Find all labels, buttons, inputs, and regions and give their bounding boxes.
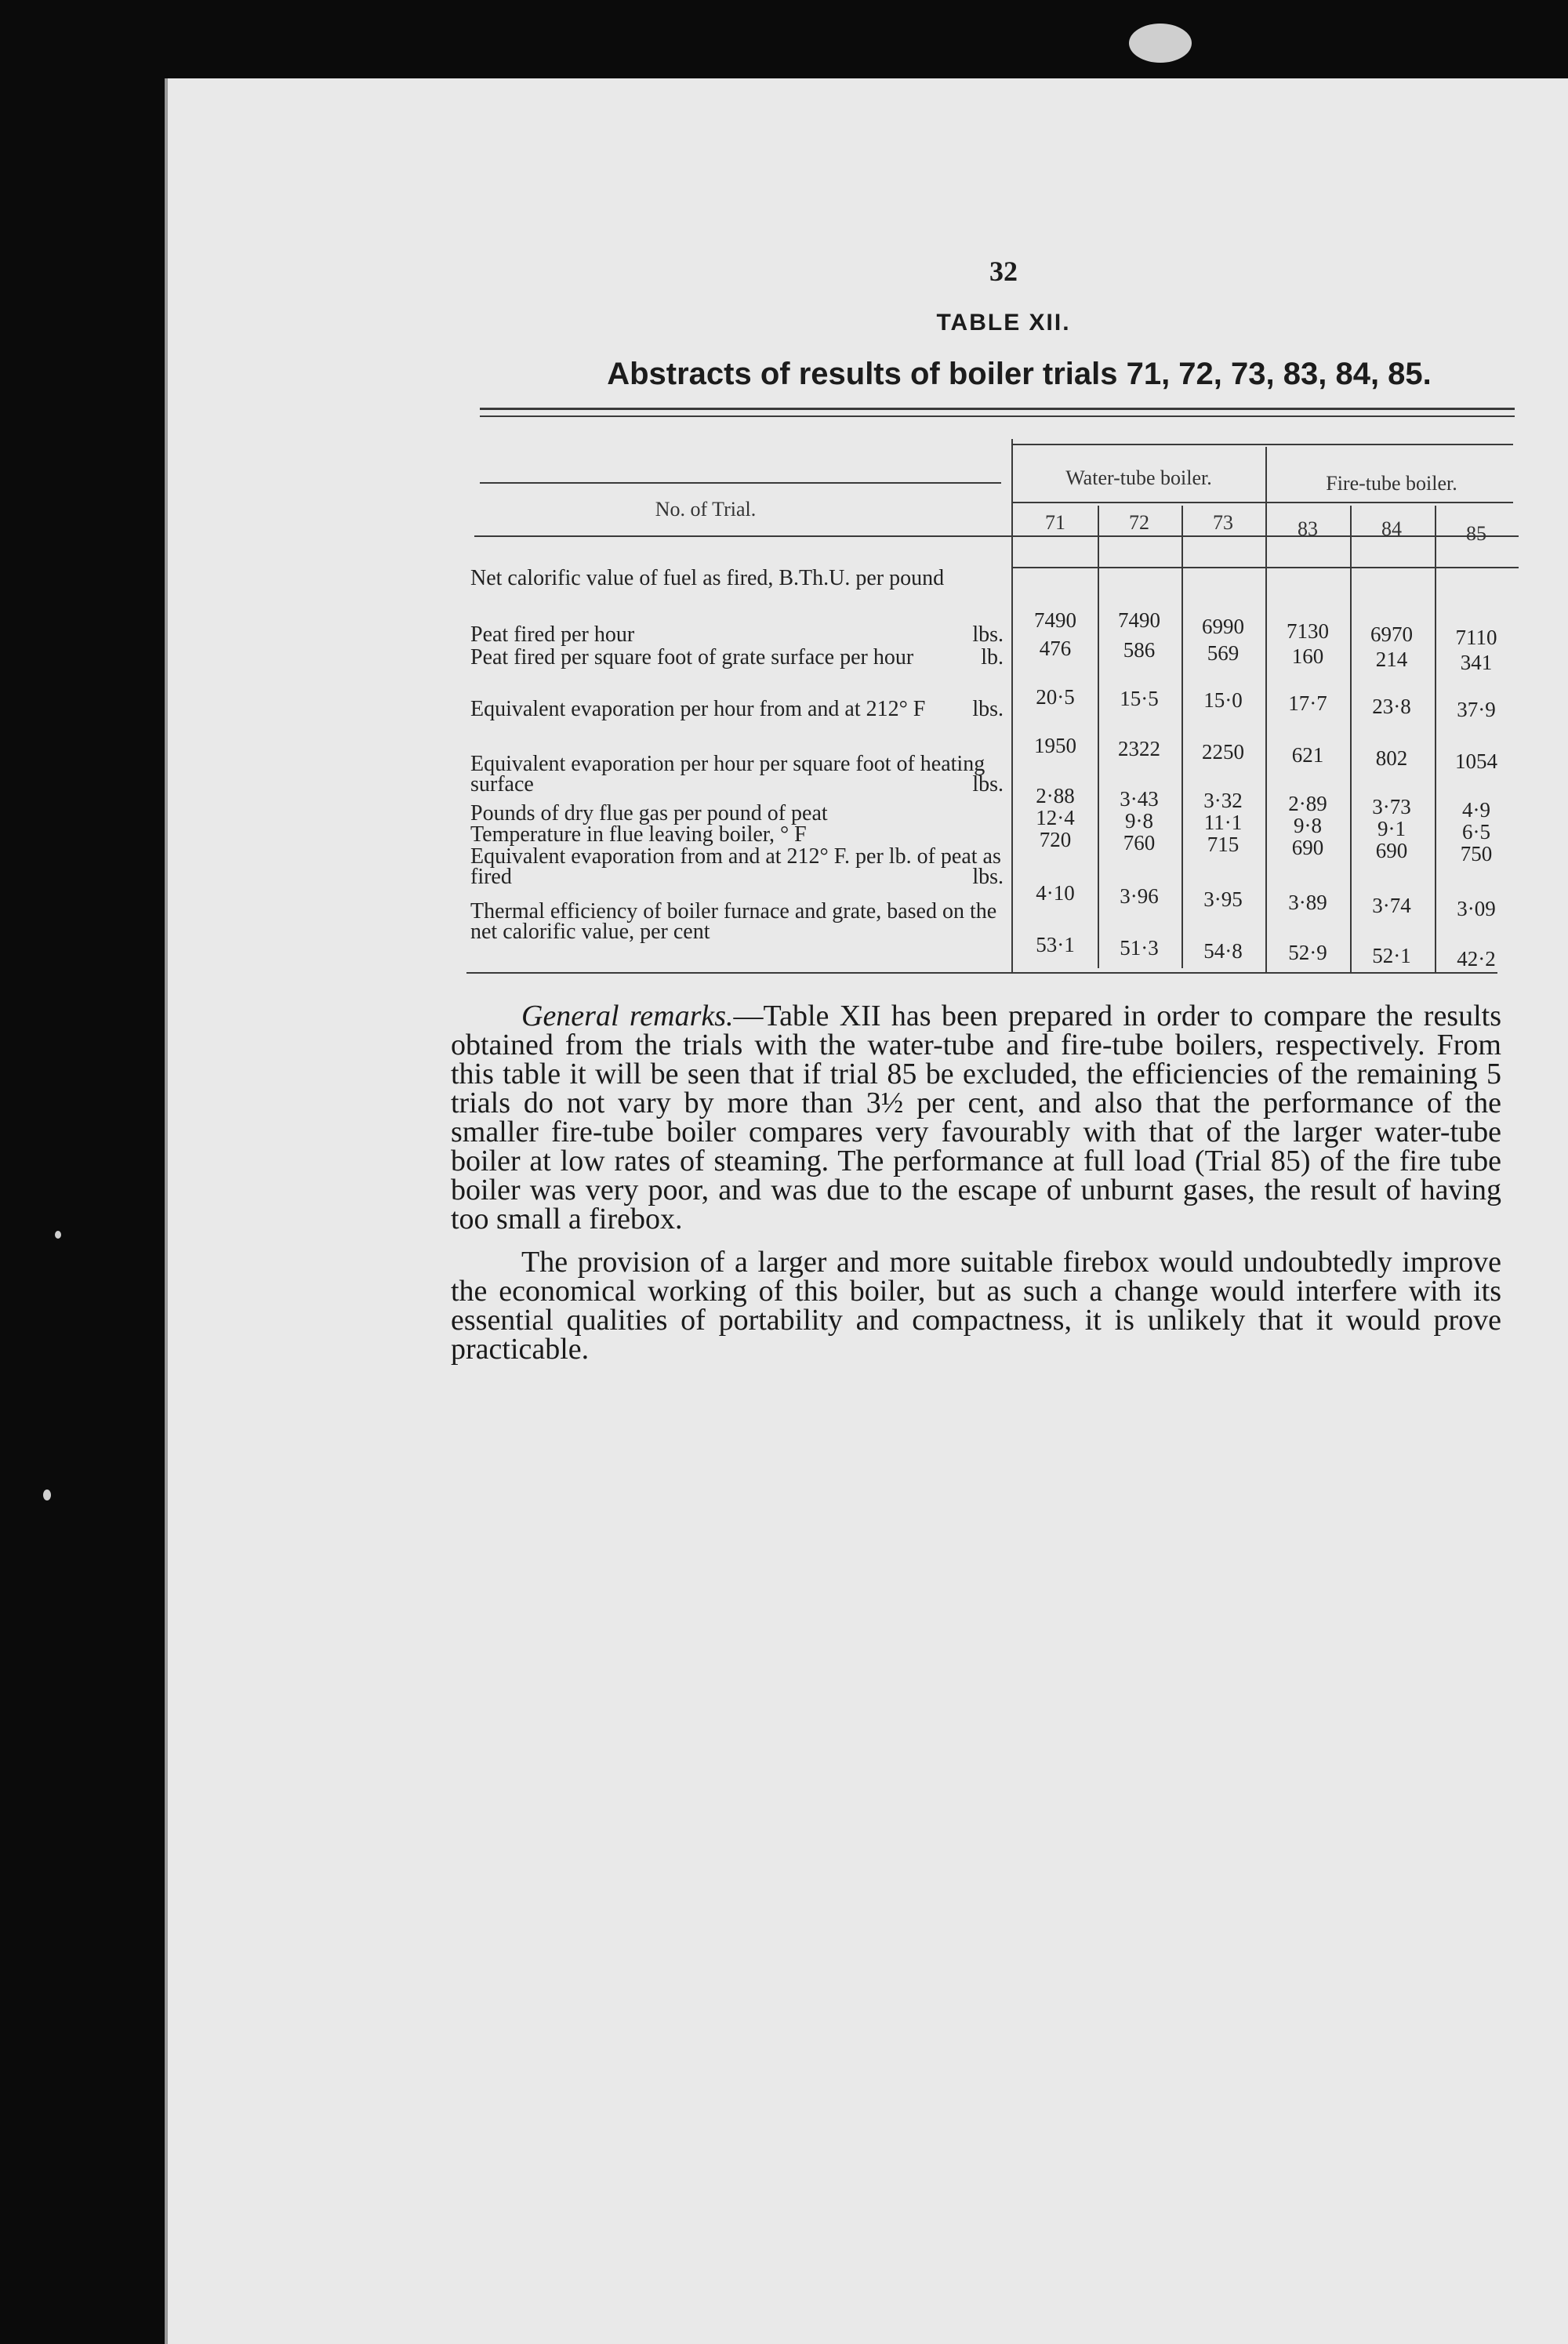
table-cell: 1950 [1034,734,1076,757]
table-cell: 715 [1207,833,1240,856]
row-unit: lbs. [972,622,1004,647]
table-cell: 2250 [1202,740,1244,764]
table-cell: 51·3 [1120,936,1159,960]
row-label-peat-per-hour [470,622,1004,647]
table-cell: 3·74 [1372,894,1411,917]
trial-header: 73 [1213,511,1233,534]
table-top-rule [1011,444,1513,445]
column-divider [1265,447,1267,972]
table-cell: 2·88 [1036,784,1075,807]
row-label-text: Thermal efficiency of boiler furnace and grate, based on the net calorific value, per cent [470,899,997,944]
table-cell: 690 [1291,836,1324,859]
table-cell: 2·89 [1288,792,1327,815]
table-cell: 7130 [1287,619,1329,643]
stub-header-rule [480,482,1001,484]
table-cell: 9·8 [1294,814,1322,837]
table-title: Abstracts of results of boiler trials 71, 72, 73, 83, 84, 85. [607,357,1432,391]
table-cell: 3·32 [1203,789,1243,812]
table-cell: 690 [1375,839,1408,862]
table-cell: 341 [1460,651,1493,674]
table-cell: 160 [1291,644,1324,668]
table-cell: 3·95 [1203,887,1243,911]
trial-header: 83 [1298,517,1318,540]
remarks-paragraph: The provision of a larger and more suitable firebox would undoubtedly improve the economical working of this boiler, but as such a change would interfere with its essential qualities of portability and compactness, it is unlikely that it would prove practicable. [451,1246,1501,1366]
table-cell: 23·8 [1372,695,1411,718]
row-label-evap-per-lb [470,844,1004,890]
row-label-thermal-efficiency [470,899,1004,945]
table-cell: 750 [1460,842,1493,865]
table-cell: 621 [1291,743,1324,767]
table-cell: 9·1 [1377,817,1406,840]
table-cell: 3·43 [1120,787,1159,811]
row-label-text: Pounds of dry flue gas per pound of peat [470,801,828,825]
table-cell: 3·09 [1457,897,1496,920]
scan-speck [43,1489,51,1500]
scan-speck [1129,24,1192,63]
table-cell: 37·9 [1457,698,1496,721]
page-edge [165,78,168,2344]
trial-header: 85 [1466,522,1486,545]
trial-header: 72 [1129,511,1149,534]
row-label-text: Net calorific value of fuel as fired, B.Th.U. per pound [470,566,945,590]
row-label-flue-temperature [470,822,1004,847]
page-number: 32 [989,256,1018,287]
row-label-text: Peat fired per hour [470,622,635,647]
row-label-text: Peat fired per square foot of grate surface per hour [470,645,914,669]
table-cell: 7110 [1455,626,1497,649]
row-label-peat-per-sq-ft [470,645,1004,691]
scan-speck [55,1231,61,1239]
table-cell: 52·9 [1288,941,1327,964]
general-remarks [451,1002,1501,1364]
table-cell: 586 [1123,638,1156,662]
stub-header: No. of Trial. [655,498,757,521]
table-cell: 569 [1207,641,1240,665]
trial-header: 71 [1045,511,1065,534]
table-cell: 760 [1123,831,1156,855]
table-cell: 11·1 [1203,811,1243,834]
row-unit: lbs. [972,697,1004,721]
table-cell: 4·9 [1462,798,1490,822]
row-label-text: Equivalent evaporation per hour from and at 212° F [470,697,926,721]
column-divider [1435,506,1436,972]
row-label-net-calorific [470,568,1004,611]
table-cell: 7490 [1034,608,1076,632]
table-cell: 1054 [1455,749,1497,773]
table-cell: 20·5 [1036,685,1075,709]
remarks-lead: General remarks. [521,1000,734,1032]
column-divider [1098,506,1099,968]
table-cell: 720 [1039,828,1072,851]
table-cell: 9·8 [1125,809,1153,833]
row-label-text: Equivalent evaporation per hour per square foot of heating surface [470,752,985,796]
table-cell: 42·2 [1457,947,1496,971]
row-label-text: Equivalent evaporation from and at 212° F. per lb. of peat as fired [470,844,1001,889]
table-cell: 7490 [1118,608,1160,632]
table-cell: 802 [1375,746,1408,770]
table-cell: 3·89 [1288,891,1327,914]
remarks-paragraph [451,1002,1501,1234]
table-cell: 53·1 [1036,933,1075,956]
table-cell: 6990 [1202,615,1244,638]
row-unit: lbs. [972,865,1004,889]
column-divider [1350,506,1352,972]
table-cell: 54·8 [1203,939,1243,963]
row-label-text: Temperature in flue leaving boiler, ° F [470,822,807,847]
table-cell: 3·96 [1120,884,1159,908]
table-cell: 214 [1375,648,1408,671]
table-cell: 476 [1039,637,1072,660]
table-bottom-rule [466,972,1497,974]
table-label: TABLE XII. [936,310,1071,336]
table-cell: 15·0 [1203,688,1243,712]
table-cell: 15·5 [1120,687,1159,710]
table-top-rule [480,408,1515,410]
table-cell: 52·1 [1372,944,1411,967]
row-unit: lb. [981,645,1004,669]
table-cell: 17·7 [1288,691,1327,715]
remarks-text: —Table XII has been prepared in order to compare the results obtained from the trials with the water-tube and fire-tube boilers, respectively. From this table it will be seen that if trial 85 be excluded, the efficiencies of the remaining 5 trials do not vary by more than 3½ per cent, and also that the performance of the smaller fire-tube boiler compares very favourably with that of the larger water-tube boiler at low rates of steaming. The performance at full load (Trial 85) of the fire tube boiler was very poor, and was due to the escape of unburnt gases, the result of having too small a firebox. [451,1000,1501,1235]
column-divider [1181,506,1183,968]
table-cell: 12·4 [1036,806,1075,829]
table-cell: 3·73 [1372,795,1411,818]
group-header-rule [1011,502,1513,503]
column-divider [1011,439,1013,972]
trial-header: 84 [1381,517,1402,540]
group-header-fire-tube: Fire-tube boiler. [1326,472,1457,495]
table-cell: 6970 [1370,622,1413,646]
row-label-evap-per-hour [470,699,1004,742]
table-cell: 6·5 [1462,820,1490,844]
table-cell: 4·10 [1036,881,1075,905]
table-cell: 2322 [1118,737,1160,760]
row-label-evap-per-sq-ft [470,754,1004,797]
table-top-rule [480,415,1515,417]
row-unit: lbs. [972,772,1004,796]
group-header-water-tube: Water-tube boiler. [1065,466,1212,489]
